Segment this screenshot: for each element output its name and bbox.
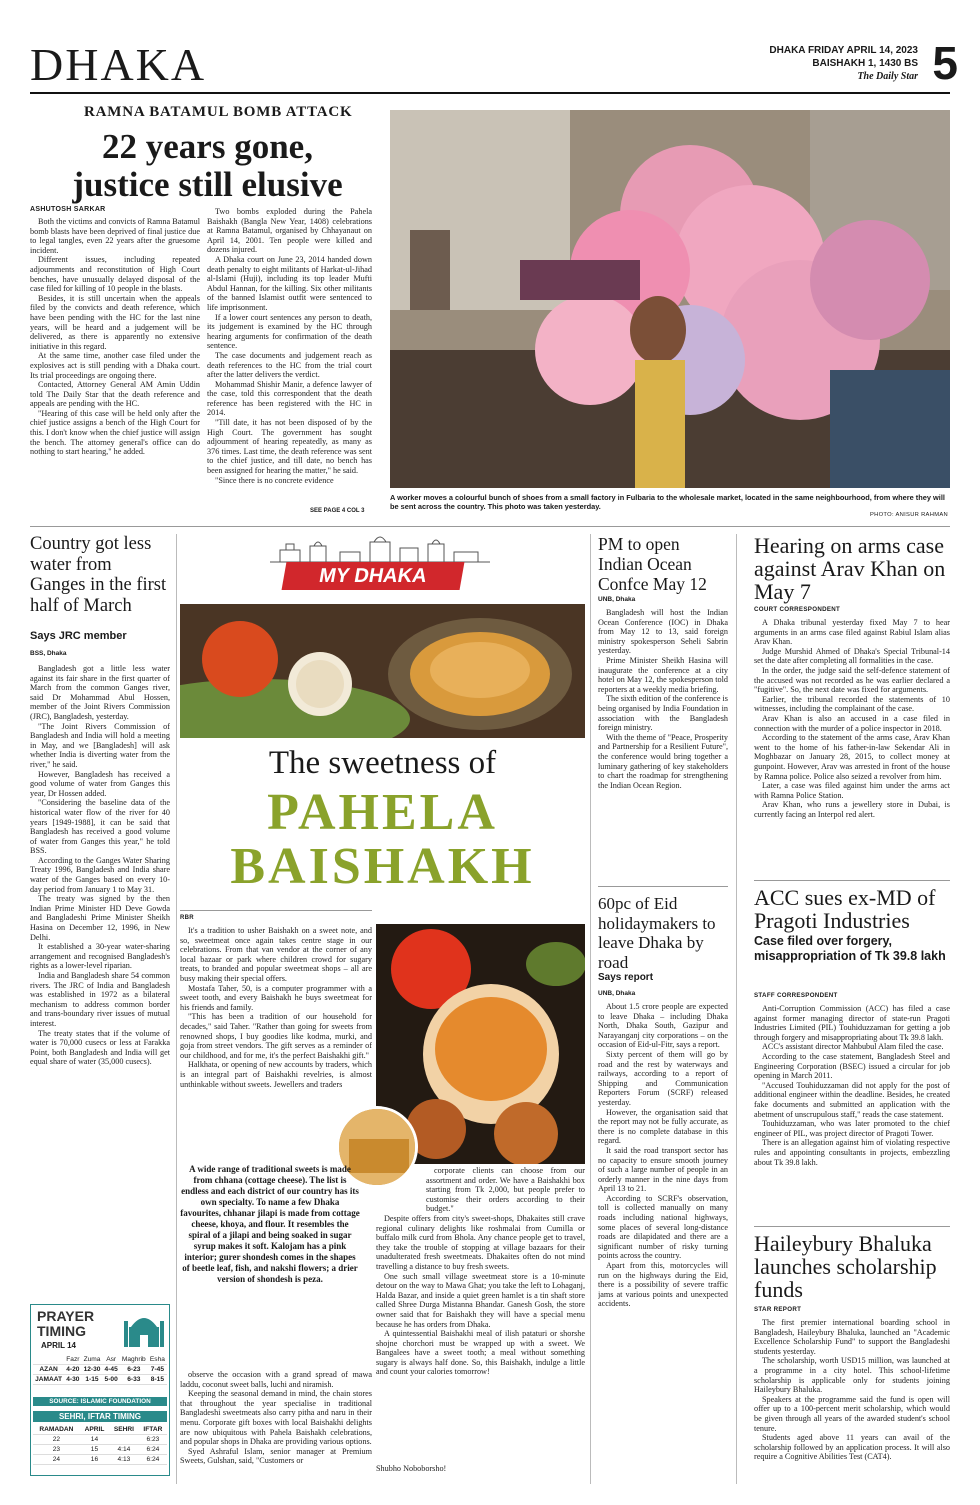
paragraph: The case documents and judgement reach as death references to the HC from the trial court after the latter delivers the verdict.: [207, 350, 372, 380]
jump-line[interactable]: SEE PAGE 4 COL 3: [310, 508, 365, 514]
paragraph: Students aged above 11 years can avail of the scholarship followed by an application process. It will also require a Cognitive Abilities Test (CAT4).: [754, 1433, 950, 1462]
table-cell: 6:24: [139, 1455, 167, 1465]
paragraph: Arav Khan is also an accused in a case filed in connection with the murder of a police inspector in 2018.: [754, 713, 950, 733]
paragraph: Bangladesh will host the Indian Ocean Conference (IOC) in Dhaka from May 12 to 13, said foreign ministry spokesperson Seheli Sabrin yesterday.: [598, 608, 728, 656]
divider: [754, 1226, 950, 1227]
paragraph: At the same time, another case filed under the explosives act is still pending with a Dhaka court. Its trial proceedings are ongoing there.: [30, 351, 200, 380]
section-title: DHAKA: [30, 39, 207, 90]
paragraph: Arav Khan, who runs a jewellery store in Dubai, is currently facing an Interpol red alert.: [754, 800, 950, 819]
table-cell: Fazr: [64, 1355, 81, 1365]
prayer-table: [33, 1355, 167, 1385]
column-rule: [736, 534, 737, 1484]
paragraph: The sixth edition of the conference is being organised by India Foundation in association with the Bangladesh foreign ministry.: [598, 694, 728, 733]
paragraph: A Dhaka court on June 23, 2014 handed down death penalty to eight militants of Harkat-ul-Jihad al-Islami (Huji), including its top leader Mufti Abdul Hannan, for the killing. Six other militants of the banned Islamist outfit were sentenced to life imprisonment.: [207, 254, 372, 312]
paragraph: Contacted, Attorney General AM Amin Uddin told The Daily Star that the death reference and appeals are pending with the HC.: [30, 380, 200, 409]
paragraph: Mostafa Taher, 50, is a computer programmer with a sweet tooth, and every Baishakh he buys sweetmeat for his friends and family.: [180, 983, 372, 1012]
eid-headline: 60pc of Eid holidaymakers to leave Dhaka by road: [598, 894, 716, 972]
paragraph: With the theme of "Peace, Prosperity and Partnership for a Resilient Future", the conference would bring together a luminary gathering of key stakeholders to chart the roadmap for strengthening the Indian Ocean Region.: [598, 732, 728, 790]
paragraph: Apart from this, motorcycles will run on the highways during the Eid, there is a possibility of severe traffic jams at various points and unexpected accidents.: [598, 1261, 728, 1309]
paragraph: It's a tradition to usher Baishakh on a sweet note, and so, sweetmeat once again takes centre stage in our celebrations. From that van vendor at the corner of any local bazaar or park where children crowd for sugary treats, to branded and popular sweetmeat shops – all are busy making their special offers.: [180, 926, 372, 983]
paragraph: Earlier, the tribunal recorded the statements of 10 witnesses, including the complainant of the case.: [754, 694, 950, 714]
paragraph: About 1.5 crore people are expected to leave Dhaka – including Dhaka North, Dhaka South, Gazipur and Narayanganj city corporations – on the occasion of Eid-ul-Fitr, says a report.: [598, 1002, 728, 1050]
column-rule: [176, 534, 177, 1484]
mosque-icon: [123, 1309, 165, 1349]
lead-kicker: RAMNA BATAMUL BOMB ATTACK: [84, 104, 353, 120]
paragraph: According to the Ganges Water Sharing Treaty 1996, Bangladesh and India share water of the Ganges based on every 10-day period from January 1 to May 31.: [30, 855, 170, 894]
table-cell: 4:14: [109, 1445, 139, 1455]
pull-quote: A wide range of traditional sweets is made from chhana (cottage cheese). The list is endless and each district of our country has its own specialty. To name a few Dhaka favourites, chhanar jilapi is made from cottage cheese, khoya, and flour. It resembles the spiral of a jilapi and being soaked in sugar syrup makes it soft. Kalojam has a pink interior; gurer shondesh comes in the shapes of beetle leaf, fish, and nakshi flowers; a drier version of shondesh is peza.: [180, 1164, 360, 1284]
table-cell: Esha: [148, 1355, 167, 1365]
table-cell: [33, 1355, 64, 1365]
paragraph: Keeping the seasonal demand in mind, the chain stores that throughout the year specialise in traditional Bangladeshi sweetmeats also carry pitha and naru in their menu. Corporate gift boxes with local Baishakhi delights are now ubiquitous with Pahela Baishakh celebrations, and popular shops in Dhaka are providing various options.: [180, 1389, 372, 1447]
paper-name: The Daily Star: [857, 71, 918, 82]
table-cell: RAMADAN: [33, 1425, 80, 1435]
mydhaka-headline-line-1: PAHELA: [267, 784, 498, 841]
arav-byline: COURT CORRESPONDENT: [754, 606, 841, 613]
haileybury-byline: STAR REPORT: [754, 1306, 802, 1313]
paragraph: "Considering the baseline data of the historical water flow of the river for 40 years [1949-1988], it can be said that Bangladesh has received a good volume of water from Ganges this year," he told BSS.: [30, 798, 170, 856]
mydhaka-byline: RBR: [180, 915, 194, 921]
table-cell: 6-33: [120, 1375, 148, 1385]
ganges-subhead: Says JRC member: [30, 630, 127, 642]
table-cell: 16: [80, 1455, 109, 1465]
ganges-headline: Country got less water from Ganges in the first half of March: [30, 534, 167, 616]
paragraph: One such small village sweetmeat store is a 10-minute detour on the way to Mawa Ghat; you take the left to Lohaganj, Halda Bazar, and inside a quiet green hamlet is a tin shaft store called Shree Durga Mistanna Bhandar. Ganesh Gosh, the store owner said that for Baishakh they will have a special menu because he has orders from Dhaka.: [376, 1271, 585, 1329]
mydhaka-text-c: [180, 1370, 372, 1480]
table-row: [33, 1445, 167, 1455]
sweets-illustration: [180, 604, 585, 738]
paragraph: A quintessential Baishakhi meal of ilish pataturi or shorshe shojne chorchori must be wrapped up with a sweet. We Bangalees have a sweet tooth; a meal without something sugary is always half done. So, this Baishakh, indulge a little and count your calories tomorrow!: [376, 1329, 585, 1377]
table-cell: APRIL: [80, 1425, 109, 1435]
photo-illustration: [390, 110, 950, 488]
lead-column-2: [207, 207, 372, 507]
table-cell: 4-30: [64, 1375, 81, 1385]
paragraph: "This has been a tradition of our household for decades," said Taher. "Rather than going for sweets from renowned shops, I buy goodies like kodma, murki, and goja from street vendors. The gift serves as a reminder of our childhood, and for me, it's the perfect Baishakhi gift.": [180, 1012, 372, 1060]
table-cell: [109, 1435, 139, 1445]
paragraph: According to the case statement, Bangladesh Steel and Engineering Corporation (BSEC) issued a circular for job opening in March 2011.: [754, 1051, 950, 1081]
paragraph: If a lower court sentences any person to death, its judgement is examined by the HC through hearing arguments for confirmation of the death sentence.: [207, 312, 372, 351]
page-number: 5: [932, 37, 958, 89]
mydhaka-text-a: [180, 926, 372, 1146]
table-cell: 4:13: [109, 1455, 139, 1465]
table-row: [33, 1355, 167, 1365]
table-cell: 23: [33, 1445, 80, 1455]
paragraph: However, the organisation said that the report may not be fully accurate, as there is no complete database in this regard.: [598, 1107, 728, 1146]
paragraph: A Dhaka tribunal yesterday fixed May 7 to hear arguments in an arms case filed against Rabiul Islam alias Arav Khan.: [754, 618, 950, 647]
table-cell: SEHRI: [109, 1425, 139, 1435]
paragraph: The scholarship, worth USD15 million, was launched at a programme in a city hotel. This school-lifetime scholarship is applicable only for students joining Haileybury Bhaluka.: [754, 1356, 950, 1395]
masthead-rule: [30, 92, 950, 94]
paragraph: Despite offers from city's sweet-shops, Dhakaites still crave regional culinary delights like roshmalai from Cumilla or buffalo milk curd from Bhola. Any chance people get to travel, they take the trouble of stopping at village bazaars for their unadulterated fresh sweetmeats. Dhakaites often do not mind travelling a distance to buy fresh sweets.: [376, 1213, 585, 1271]
prayer-source: SOURCE: ISLAMIC FOUNDATION: [33, 1397, 167, 1406]
paragraph: It said the road transport sector has no capacity to ensure smooth journey of such a large number of people in an orderly manner in the nine days from April 13 to 21.: [598, 1145, 728, 1194]
pm-text: [598, 608, 728, 880]
divider: [754, 880, 950, 881]
prayer-title-2: TIMING: [37, 1323, 86, 1339]
prayer-title-1: PRAYER: [37, 1308, 95, 1324]
mydhaka-headline-top: The sweetness of: [268, 745, 497, 781]
paragraph: "Since there is no concrete evidence: [215, 475, 334, 485]
haileybury-headline: Haileybury Bhaluka launches scholarship funds: [754, 1231, 937, 1302]
table-cell: 6:24: [139, 1445, 167, 1455]
table-cell: JAMAAT: [33, 1375, 64, 1385]
date-text: DHAKA FRIDAY APRIL 14, 2023: [769, 45, 918, 56]
table-cell: 4-20: [64, 1365, 81, 1375]
paragraph: Later, a case was filed against him under the arms act with Ramna Police Station.: [754, 781, 950, 800]
acc-headline: ACC sues ex-MD of Pragoti Industries: [754, 885, 936, 933]
table-cell: 24: [33, 1455, 80, 1465]
paragraph: Anti-Corruption Commission (ACC) has filed a case against former managing director of state-run Pragoti Industries Limited (PIL) Touhiduzzaman for getting a job through forgery and misappropriating about Tk 39.8 lakh.: [754, 1004, 950, 1042]
paragraph: "Accused Touhiduzzaman did not apply for the post of additional engineer within the deadline. Besides, he created fake documents and submitted an application with the abetment of unscrupulous staff," reads the case statement.: [754, 1080, 950, 1119]
table-cell: 6:23: [139, 1435, 167, 1445]
eid-text: [598, 1002, 728, 1480]
sehri-title: SEHRI, IFTAR TIMING: [33, 1411, 167, 1422]
table-cell: 15: [80, 1445, 109, 1455]
sehri-table: [33, 1425, 167, 1465]
lead-byline: ASHUTOSH SARKAR: [30, 206, 106, 213]
paragraph: Both the victims and convicts of Ramna Batamul bomb blasts have been deprived of final justice due to legal tangles, even 22 years after the gruesome incident.: [30, 217, 200, 255]
table-row: [33, 1455, 167, 1465]
mydhaka-signoff: Shubho Noboborsho!: [376, 1464, 447, 1473]
table-cell: 1-15: [82, 1375, 103, 1385]
table-cell: 8-15: [148, 1375, 167, 1385]
ganges-byline: BSS, Dhaka: [30, 650, 67, 657]
paragraph: However, Bangladesh has received a good volume of water from Ganges this year, Dr Hossen added.: [30, 769, 170, 798]
ganges-text: [30, 664, 170, 1296]
table-row: [33, 1435, 167, 1445]
paragraph: The first premier international boarding school in Bangladesh, Haileybury Bhaluka, launched an "Academic Excellence Scholarship Fund" to support the Bangladeshi students yesterday.: [754, 1318, 950, 1356]
paragraph: Touhiduzzaman, who was later promoted to the chief engineer of PIL, was project director of Pragoti Tower.: [754, 1119, 950, 1138]
paragraph: Halkhata, or opening of new accounts by traders, which is an integral part of Baishakhi revelries, is almost unthinkable without sweets. Jewellers and traders: [180, 1060, 372, 1089]
paragraph: corporate clients can choose from our assortment and order. We have a Baishakhi box starting from Tk 2,000, but people prefer to customise their orders according to their budget.": [426, 1166, 585, 1214]
paragraph: Sixty percent of them will go by road and the rest by waterways and railways, according to a report of Shipping and Communication Reporters Forum (SCRF) released yesterday.: [598, 1049, 728, 1107]
eid-byline: UNB, Dhaka: [598, 990, 636, 997]
paragraph: Two bombs exploded during the Pahela Baishakh (Bangla New Year, 1408) celebrations at Ramna Batamul, organised by Chhayanaut on April 14, 2001. Ten people were killed and dozens injured.: [207, 207, 372, 255]
prayer-date: APRIL 14: [41, 1341, 76, 1350]
paragraph: "The Joint Rivers Commission of Bangladesh and India will hold a meeting in May, and we [Bangladesh] will ask whether India is diverting water from the river," he said.: [30, 721, 170, 769]
column-rule: [590, 534, 591, 1484]
paragraph: In the order, the judge said the self-defence statement of the accused was not recorded as he was earlier declared a "fugitive". So, the next date was fixed for arguments.: [754, 665, 950, 695]
arav-text: [754, 618, 950, 874]
paragraph: It established a 30-year water-sharing arrangement and recognised Bangladesh's rights as a lower-level riparian.: [30, 942, 170, 971]
paragraph: Speakers at the programme said the fund is open will offer up to a 100-percent merit scholarship, which would be given through all years of the awarded student's school tenure.: [754, 1394, 950, 1433]
table-cell: 5-00: [103, 1375, 120, 1385]
lead-column-1: [30, 217, 200, 517]
eid-subhead: Says report: [598, 972, 654, 983]
table-cell: IFTAR: [139, 1425, 167, 1435]
table-cell: 22: [33, 1435, 80, 1445]
acc-subhead: Case filed over forgery, misappropriation of Tk 39.8 lakh: [754, 934, 946, 963]
paragraph: Prime Minister Sheikh Hasina will inaugurate the conference at a city hotel on May 12, the spokesperson told reporters at a weekly media briefing.: [598, 655, 728, 694]
divider: [180, 910, 372, 911]
table-cell: Zuma: [82, 1355, 103, 1365]
table-cell: AZAN: [33, 1365, 64, 1375]
haileybury-text: [754, 1318, 950, 1486]
worker-shoes-photo: [390, 110, 950, 488]
table-cell: 6-23: [120, 1365, 148, 1375]
masthead-dateline: [769, 44, 918, 83]
paragraph: Bangladesh got a little less water against its fair share in the first quarter of March from the common Ganges river, said Dr Mohammad Abul Hossen, member of the Joint Rivers Commission (JRC), Bangladesh, yesterday.: [30, 664, 170, 721]
table-cell: Asr: [103, 1355, 120, 1365]
paragraph: Besides, it is still uncertain when the appeals filed by the convicts and death reference, which have been pending with the HC for the last nine years, will be heard and a judgement will be delivered, as there is apparently no extensive initiative in this regard.: [30, 293, 200, 351]
acc-byline: STAFF CORRESPONDENT: [754, 992, 838, 999]
table-cell: 7-45: [148, 1365, 167, 1375]
lead-headline: [30, 128, 385, 204]
table-row: [33, 1365, 167, 1375]
paragraph: The treaty was signed by the then Indian Prime Minister HD Deve Gowda and Bangladeshi Prime Minister Sheikh Hasina on December 12, 1996, in New Delhi.: [30, 894, 170, 942]
paragraph: India and Bangladesh share 54 common rivers. The JRC of India and Bangladesh was established in 1972 as a bilateral mechanism to address common border and trans-boundary river issues of mutual interest.: [30, 971, 170, 1028]
my-dhaka-banner: MY DHAKA: [282, 562, 465, 590]
sweets-photo-top: [180, 604, 585, 738]
paragraph: Different issues, including repeated adjournments and reconstitution of High Court benches, have unusually delayed disposal of the case filed for killing of 10 people in the blasts.: [30, 255, 200, 294]
paragraph: ACC's assistant director Mahbubul Alam filed the case.: [762, 1042, 944, 1052]
paragraph: Judge Murshid Ahmed of Dhaka's Special Tribunal-14 set the date after completing all formalities in the case.: [754, 646, 950, 666]
paragraph: There is an allegation against him of violating respective rules and appointing consultants in projects, embezzling about Tk 39.8 lakh.: [754, 1138, 950, 1167]
mydhaka-text-b: [376, 1166, 585, 1446]
table-cell: 14: [80, 1435, 109, 1445]
table-cell: Maghrib: [120, 1355, 148, 1365]
paragraph: Mohammad Shishir Manir, a defence lawyer of the case, told this correspondent that the death reference has been registered with the HC in 2014.: [207, 379, 372, 418]
paragraph: According to SCRF's observation, toll is collected manually on many roads including national highways, some places of several long-distance roads are dilapidated and there are a significant number of risky turning points across the country.: [598, 1193, 728, 1261]
mydhaka-headline-line-2: BAISHAKH: [230, 838, 535, 895]
pm-headline: PM to open Indian Ocean Confce May 12: [598, 534, 707, 594]
divider: [598, 886, 728, 887]
skyline-illustration: [270, 532, 490, 564]
photo-credit: PHOTO: ANISUR RAHMAN: [869, 512, 948, 518]
paragraph: Syed Ashraful Islam, senior manager at Premium Sweets, Gulshan, said, "Customers or: [180, 1446, 372, 1466]
table-row: [33, 1375, 167, 1385]
lead-headline-line-2: justice still elusive: [72, 165, 343, 204]
acc-text: [754, 1004, 950, 1226]
arav-headline: Hearing on arms case against Arav Khan on May 7: [754, 533, 946, 604]
mydhaka-headline-main: [180, 786, 585, 894]
table-cell: 4-45: [103, 1365, 120, 1375]
paragraph: The treaty states that if the volume of water is 70,000 cusecs or less at Farakka Point, both Bangladesh and India will get equal share of water (35,000 cusecs).: [30, 1028, 170, 1067]
paragraph: "Till date, it has not been disposed of by the High Court. The government has sought adjournment of hearing repeatedly, as many as 376 times. Last time, the death reference was sent to the chief justice, and till date, no bench has been assigned for hearing the matter," he said.: [207, 418, 372, 476]
paragraph: observe the occasion with a grand spread of mawa laddu, coconut sweet balls, luchi and niramish.: [180, 1370, 372, 1389]
table-row: [33, 1425, 167, 1435]
table-cell: 12-30: [82, 1365, 103, 1375]
prayer-timing-box: [30, 1304, 170, 1476]
lead-headline-line-1: 22 years gone,: [102, 127, 313, 166]
paragraph: "Hearing of this case will be held only after the chief justice assigns a bench of the High Court for this. I don't know when the chief justice will assign the bench. The attorney general's office can do nothing to start hearing," he added.: [30, 408, 200, 457]
divider: [30, 526, 950, 527]
pm-byline: UNB, Dhaka: [598, 596, 636, 603]
bangla-date: BAISHAKH 1, 1430 BS: [812, 58, 918, 69]
paragraph: According to the statement of the arms case, Arav Khan went to the home of his father-in-law Sekendar Ali in Moghbazar on January 28, 2015, to collect money at gunpoint. However, Arav was arrested in front of the house by Ramna police. Police also seized a revolver from him.: [754, 733, 950, 781]
prayer-title: [37, 1309, 94, 1339]
photo-caption: A worker moves a colourful bunch of shoes from a small factory in Fulbaria to the wholesale market, located in the same neighbourhood, from where they will be sent across the country. This photo was taken yesterday.: [390, 493, 945, 512]
